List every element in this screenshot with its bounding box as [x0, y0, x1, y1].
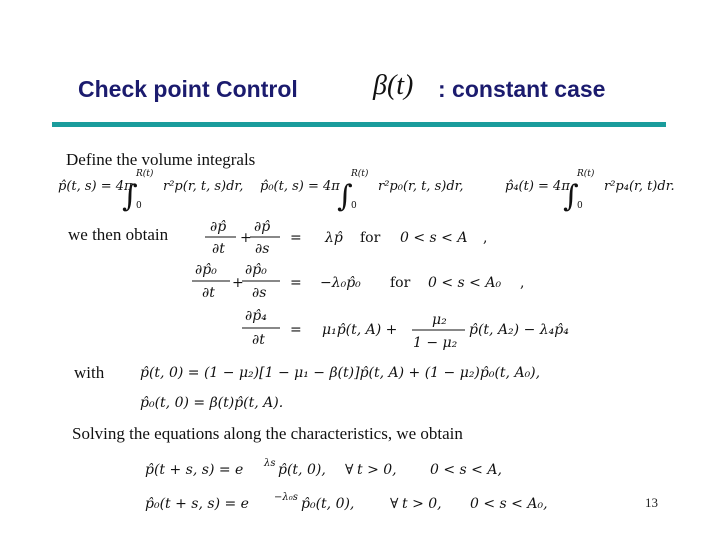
- svg-text:λp̂: λp̂: [325, 230, 343, 246]
- svg-text:∂p̂₄: ∂p̂₄: [245, 308, 267, 324]
- svg-text:r²p₀(r, t, s)dr,: r²p₀(r, t, s)dr,: [378, 179, 464, 194]
- svg-text:p̂(t, s) = 4π: p̂(t, s) = 4π: [58, 179, 133, 194]
- with-text: with: [74, 363, 105, 382]
- svg-text:t > 0,: t > 0,: [402, 496, 442, 512]
- svg-text:,: ,: [483, 230, 488, 246]
- svg-text:∂t: ∂t: [202, 285, 215, 301]
- solution-equations: [145, 458, 548, 512]
- svg-text:∀: ∀: [390, 496, 399, 512]
- svg-text:∂p̂: ∂p̂: [210, 219, 227, 235]
- svg-text:R(t): R(t): [351, 169, 369, 179]
- solving-text: Solving the equations along the characteristics, we obtain: [72, 424, 463, 443]
- svg-text:∂p̂₀: ∂p̂₀: [195, 262, 217, 278]
- svg-text:r²p₄(r, t)dr.: r²p₄(r, t)dr.: [604, 179, 675, 194]
- svg-text:,: ,: [520, 275, 525, 291]
- svg-text:p̂(t, 0),: p̂(t, 0),: [278, 462, 326, 478]
- svg-text:p̂(t + s, s) = e: p̂(t + s, s) = e: [145, 462, 244, 478]
- svg-text:μ₂: μ₂: [432, 312, 447, 328]
- svg-text:+: +: [240, 230, 252, 246]
- equation-3: [242, 308, 569, 351]
- svg-text:∂p̂: ∂p̂: [254, 219, 271, 235]
- svg-text:∫: ∫: [337, 179, 353, 214]
- svg-text:=: =: [290, 322, 302, 338]
- svg-text:+: +: [232, 275, 244, 291]
- volume-integrals: [58, 168, 675, 214]
- svg-text:p̂(t, A₂) − λ₄p̂₄: p̂(t, A₂) − λ₄p̂₄: [469, 322, 569, 338]
- svg-text:1 − μ₂: 1 − μ₂: [413, 335, 458, 351]
- svg-text:0 < s < A₀: 0 < s < A₀: [428, 275, 502, 291]
- svg-text:−λ₀p̂₀: −λ₀p̂₀: [320, 275, 361, 291]
- equation-2: [192, 262, 524, 301]
- svg-text:for: for: [360, 230, 381, 246]
- svg-text:p̂₀(t, 0),: p̂₀(t, 0),: [301, 496, 355, 512]
- boundary-conditions: [140, 365, 540, 411]
- title-text: Check point Control: [78, 76, 298, 102]
- svg-text:p̂₄(t) = 4π: p̂₄(t) = 4π: [505, 179, 570, 194]
- svg-text:−λ₀s: −λ₀s: [274, 492, 298, 503]
- svg-text:R(t): R(t): [136, 169, 154, 179]
- equation-1: [205, 219, 487, 257]
- svg-text:0: 0: [577, 201, 583, 211]
- beta-symbol: β(t): [373, 70, 414, 101]
- svg-text:∂t: ∂t: [212, 241, 225, 257]
- svg-text:0 < s < A: 0 < s < A: [400, 230, 468, 246]
- svg-text:∂s: ∂s: [252, 285, 267, 301]
- svg-text:R(t): R(t): [577, 169, 595, 179]
- svg-text:p̂(t, 0) = (1 − μ₂)[1 − μ₁ − β: p̂(t, 0) = (1 − μ₂)[1 − μ₁ − β(t)]p̂(t, A) + (1 − μ₂)p̂₀(t, A₀),: [140, 365, 541, 381]
- svg-text:∫: ∫: [122, 179, 138, 214]
- svg-text:μ₁p̂(t, A) +: μ₁p̂(t, A) +: [322, 322, 398, 338]
- svg-text:t > 0,: t > 0,: [357, 462, 397, 478]
- svg-text:λs: λs: [264, 458, 276, 469]
- svg-text:for: for: [390, 275, 411, 291]
- svg-text:∂p̂₀: ∂p̂₀: [245, 262, 267, 278]
- svg-text:∀: ∀: [345, 462, 354, 478]
- intro-text: Define the volume integrals: [66, 150, 256, 169]
- svg-text:p̂₀(t, s) = 4π: p̂₀(t, s) = 4π: [260, 179, 340, 194]
- svg-text:p̂₀(t + s, s) = e: p̂₀(t + s, s) = e: [145, 496, 249, 512]
- title-suffix: : constant case: [438, 76, 606, 102]
- svg-text:∂s: ∂s: [255, 241, 270, 257]
- svg-text:=: =: [290, 275, 302, 291]
- svg-text:0 < s < A₀,: 0 < s < A₀,: [470, 496, 548, 512]
- obtain-text: we then obtain: [68, 225, 169, 244]
- svg-text:r²p(r, t, s)dr,: r²p(r, t, s)dr,: [163, 179, 244, 194]
- svg-text:0 < s < A,: 0 < s < A,: [430, 462, 502, 478]
- svg-text:∫: ∫: [563, 179, 579, 214]
- page-number: 13: [645, 495, 658, 510]
- svg-text:0: 0: [351, 201, 357, 211]
- svg-text:∂t: ∂t: [252, 332, 265, 348]
- svg-text:p̂₀(t, 0) = β(t)p̂(t, A).: p̂₀(t, 0) = β(t)p̂(t, A).: [140, 395, 284, 411]
- svg-text:=: =: [290, 230, 302, 246]
- svg-text:0: 0: [136, 201, 142, 211]
